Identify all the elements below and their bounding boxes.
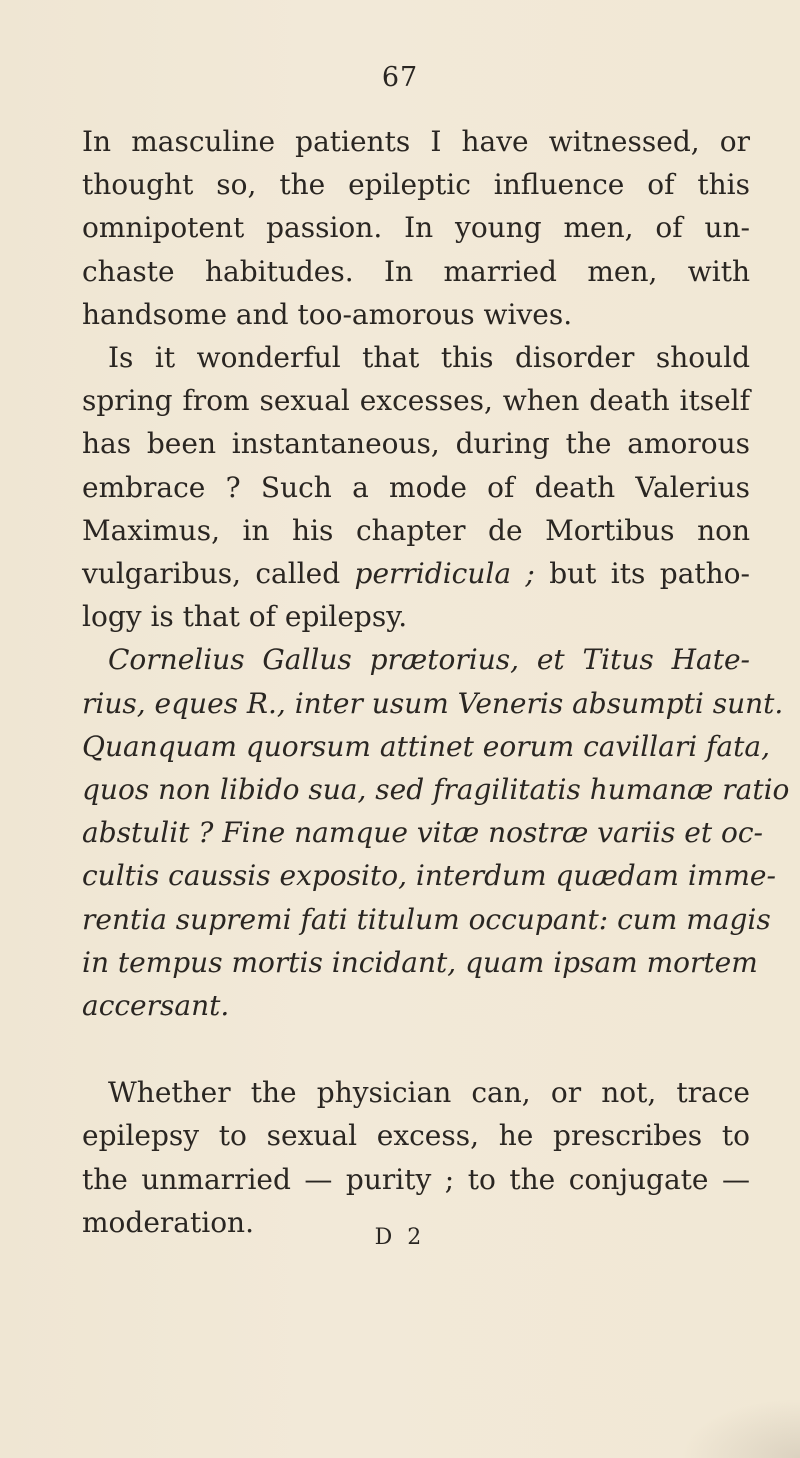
quote-line: abstulit ? Fine namque vitæ nostræ variis et oc- <box>82 816 763 850</box>
latin-quotation <box>82 638 790 1027</box>
text-line: Whether the physician can, or not, trace <box>108 1076 750 1110</box>
text-line: Is it wonderful that this disorder should <box>108 341 750 375</box>
text-line: the unmarried — purity ; to the conjugate — <box>82 1162 750 1196</box>
text-line: omnipotent passion. In young men, of un- <box>82 211 750 245</box>
paragraph-4 <box>82 1071 750 1244</box>
paragraph-1 <box>82 120 750 336</box>
text-line: moderation. <box>82 1205 254 1239</box>
text-span: but its patho- <box>534 557 750 591</box>
text-line: logy is that of epilepsy. <box>82 600 408 634</box>
text-line: chaste habitudes. In married men, with <box>82 254 750 288</box>
text-line: In masculine patients I have witnessed, or <box>82 125 750 158</box>
text-line: has been instantaneous, during the amorous <box>82 427 750 461</box>
quote-line: quos non libido sua, sed fragilitatis humanæ ratio <box>82 773 790 807</box>
quote-line: cultis caussis exposito, interdum quædam imme- <box>82 859 776 893</box>
text-line: embrace ? Such a mode of death Valerius <box>82 470 750 504</box>
text-line: epilepsy to sexual excess, he prescribes to <box>82 1119 750 1153</box>
quote-line: Cornelius Gallus prætorius, et Titus Hate- <box>108 643 750 677</box>
quote-line: accersant. <box>82 989 230 1023</box>
paragraph-gap <box>82 1027 750 1071</box>
quote-line: rius, eques R., inter usum Veneris absumpti sunt. <box>82 686 784 720</box>
text-line: handsome and too-amorous wives. <box>82 297 573 331</box>
quote-line: Quanquam quorsum attinet eorum cavillari fata, <box>82 729 770 763</box>
text-span: vulgaribus, called <box>82 557 355 591</box>
quote-line: in tempus mortis incidant, quam ipsam mortem <box>82 945 758 979</box>
paragraph-2 <box>82 336 750 638</box>
text-line: Maximus, in his chapter de Mortibus non <box>82 513 750 547</box>
text-line: spring from sexual excesses, when death itself <box>82 384 750 418</box>
latin-term: perridicula ; <box>354 557 535 591</box>
page-number: 67 <box>381 62 419 93</box>
text-line: thought so, the epileptic influence of this <box>82 168 750 202</box>
signature-mark: D 2 <box>374 1225 426 1250</box>
page-edge-shadow <box>680 1398 800 1458</box>
page-text <box>82 120 790 1244</box>
quote-line: rentia supremi fati titulum occupant: cum magis <box>82 902 771 936</box>
text-line-mixed <box>82 552 750 595</box>
